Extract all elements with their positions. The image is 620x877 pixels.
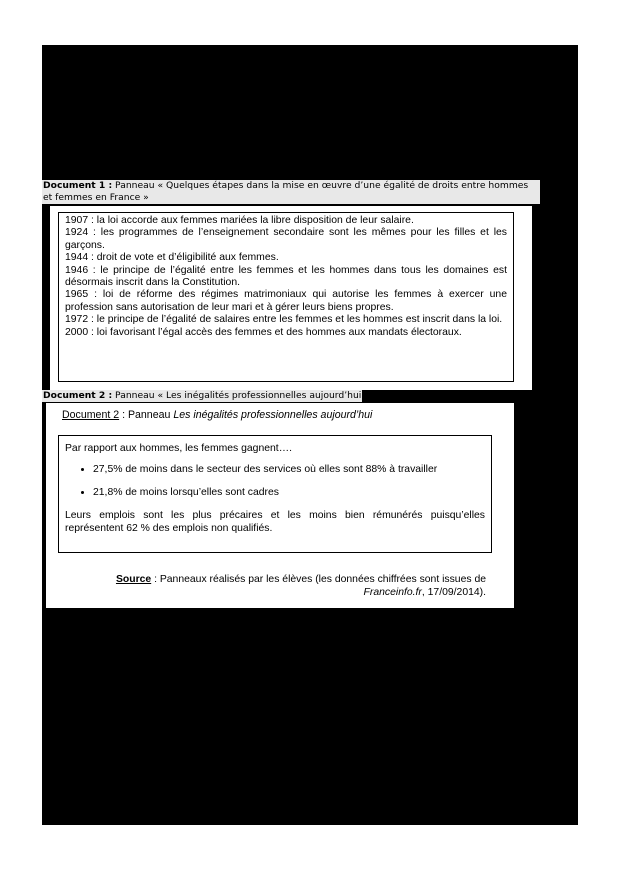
caption-text: Panneau « Quelques étapes dans la mise en œuvre d’une égalité de droits entre hommes et femmes en France »: [43, 180, 529, 203]
document-1-panel: [50, 206, 532, 390]
conclusion-text: Leurs emplois sont les plus précaires et les moins bien rémunérés puisqu’elles représentent 62 % des emplois non qualifiés.: [65, 510, 485, 534]
source-end: , 17/09/2014).: [421, 587, 486, 598]
timeline-entry: 1907 : la loi accorde aux femmes mariées la libre disposition de leur salaire.: [65, 215, 414, 226]
timeline-entry: 2000 : loi favorisant l’égal accès des femmes et des hommes aux mandats électoraux.: [65, 326, 462, 338]
intro-text: Par rapport aux hommes, les femmes gagnent….: [65, 443, 292, 454]
panel-title-label: Document 2: [62, 409, 120, 421]
timeline-entry: 1924 : les programmes de l’enseignement secondaire sont les mêmes pour les filles et les garçons.: [65, 227, 507, 251]
wage-gap-box: [58, 435, 492, 553]
timeline-entry: 1972 : le principe de l’égalité de salaires entre les femmes et les hommes est inscrit dans la loi.: [65, 314, 503, 326]
document-1-caption: [42, 180, 540, 204]
caption-label: Document 2 :: [43, 390, 113, 401]
caption-text: Panneau « Les inégalités professionnelles aujourd’hui: [112, 390, 362, 401]
source-text: : Panneaux réalisés par les élèves (les données chiffrées sont issues de: [151, 574, 486, 585]
caption-label: Document 1 :: [43, 180, 113, 191]
source-label: Source: [115, 574, 152, 585]
timeline-entry: 1944 : droit de vote et d’éligibilité aux femmes.: [65, 252, 279, 264]
document-2-caption: [42, 390, 362, 402]
bullet-item: • 27,5% de moins dans le secteur des services où elles sont 88% à travailler: [93, 463, 485, 476]
panel-title-mid: : Panneau: [119, 409, 174, 421]
timeline-box: [58, 212, 514, 382]
source-italic: Franceinfo.fr: [363, 587, 422, 598]
source-note: [86, 573, 486, 599]
timeline-entry: 1965 : loi de réforme des régimes matrimoniaux qui autorise les femmes à exercer une profession sans autorisation de leur mari et à gérer leurs biens propres.: [65, 289, 507, 313]
panel-title: [62, 408, 372, 422]
panel-title-italic: Les inégalités professionnelles aujourd’hui: [173, 409, 373, 421]
bullet-item: • 21,8% de moins lorsqu’elles sont cadres: [93, 486, 485, 499]
timeline-entry: 1946 : le principe de l’égalité entre les femmes et les hommes dans tous les domaines est désormais inscrit dans la Constitution.: [65, 264, 507, 289]
document-2-panel: [46, 403, 514, 608]
bullet-list: [65, 463, 485, 499]
